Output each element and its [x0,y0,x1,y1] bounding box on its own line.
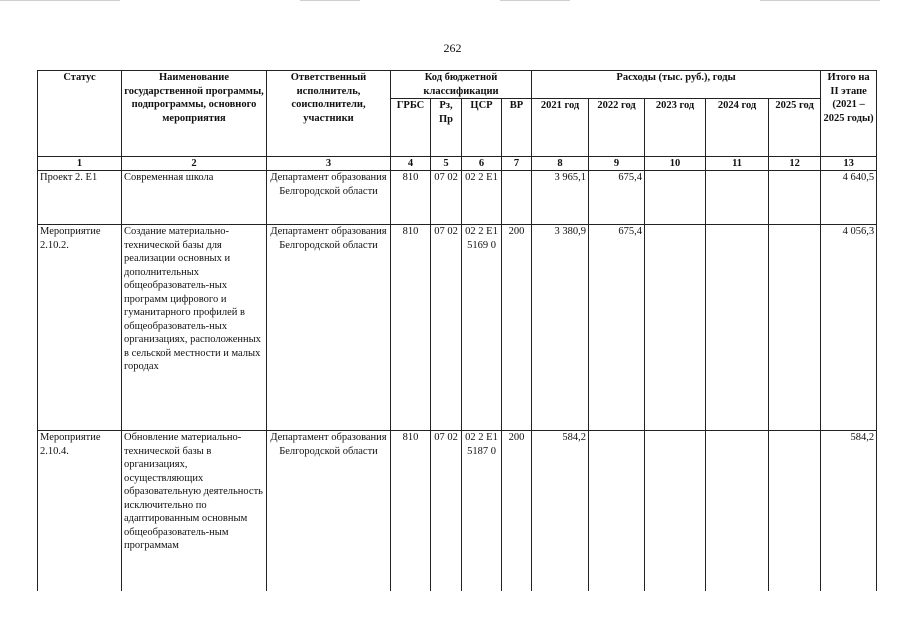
header-rz: Рз, Пр [431,99,462,157]
header-name: Наименование государственной программы, подпрограммы, основного мероприятия [122,71,267,157]
cell-total: 584,2 [821,431,877,592]
header-vr: ВР [502,99,532,157]
column-number: 8 [532,157,589,171]
cell-responsible: Департамент образования Белгородской области [267,431,391,592]
cell-rz: 07 02 [431,171,462,225]
scan-edge-line [0,0,120,1]
cell-responsible: Департамент образования Белгородской области [267,171,391,225]
cell-csr: 02 2 Е1 5187 0 [462,431,502,592]
scan-edge-line [300,0,360,1]
table-row [38,225,877,431]
header-budget-code: Код бюджетной классификации [391,71,532,99]
cell-status: Мероприятие 2.10.2. [38,225,122,431]
cell-csr: 02 2 Е1 [462,171,502,225]
header-2022: 2022 год [589,99,645,157]
budget-table [37,70,877,591]
cell-2025 [769,431,821,592]
cell-total: 4 640,5 [821,171,877,225]
cell-2023 [645,431,706,592]
cell-2022: 675,4 [589,171,645,225]
header-responsible: Ответственный исполнитель, соисполнители, участники [267,71,391,157]
column-number: 13 [821,157,877,171]
column-numbers-row [38,157,877,171]
cell-2023 [645,171,706,225]
page-number: 262 [443,41,462,55]
cell-vr: 200 [502,431,532,592]
column-number: 7 [502,157,532,171]
column-number: 10 [645,157,706,171]
header-status: Статус [38,71,122,157]
column-number: 11 [706,157,769,171]
column-number: 5 [431,157,462,171]
column-number: 1 [38,157,122,171]
header-total: Итого на II этапе (2021 – 2025 годы) [821,71,877,157]
column-number: 3 [267,157,391,171]
cell-vr: 200 [502,225,532,431]
cell-grbs: 810 [391,171,431,225]
header-2025: 2025 год [769,99,821,157]
cell-2023 [645,225,706,431]
cell-2021: 584,2 [532,431,589,592]
cell-2025 [769,171,821,225]
cell-name: Обновление материально-технической базы в организациях, осуществляющих образовательную деятельность исключительно по адаптированным основным общеобразователь-ным программам [122,431,267,592]
header-grbs: ГРБС [391,99,431,157]
cell-name: Современная школа [122,171,267,225]
header-csr: ЦСР [462,99,502,157]
column-number: 12 [769,157,821,171]
cell-2022: 675,4 [589,225,645,431]
column-number: 9 [589,157,645,171]
header-2023: 2023 год [645,99,706,157]
header-2021: 2021 год [532,99,589,157]
table-row [38,171,877,225]
cell-2024 [706,225,769,431]
cell-status: Проект 2. Е1 [38,171,122,225]
scan-edge-line [500,0,570,1]
cell-2024 [706,171,769,225]
cell-total: 4 056,3 [821,225,877,431]
table-row [38,431,877,592]
column-number: 6 [462,157,502,171]
cell-vr [502,171,532,225]
column-number: 4 [391,157,431,171]
cell-2024 [706,431,769,592]
cell-grbs: 810 [391,431,431,592]
cell-2021: 3 965,1 [532,171,589,225]
cell-name: Создание материально-технической базы для реализации основных и дополнительных общеобразователь-ных программ цифрового и гуманитарного профилей в общеобразователь-ных организациях, расположенных в сельской местности и малых городах [122,225,267,431]
header-expenses: Расходы (тыс. руб.), годы [532,71,821,99]
cell-status: Мероприятие 2.10.4. [38,431,122,592]
cell-rz: 07 02 [431,225,462,431]
cell-rz: 07 02 [431,431,462,592]
scan-edge-line [760,0,880,1]
cell-grbs: 810 [391,225,431,431]
cell-2025 [769,225,821,431]
cell-csr: 02 2 Е1 5169 0 [462,225,502,431]
header-2024: 2024 год [706,99,769,157]
column-number: 2 [122,157,267,171]
cell-2022 [589,431,645,592]
cell-responsible: Департамент образования Белгородской области [267,225,391,431]
cell-2021: 3 380,9 [532,225,589,431]
